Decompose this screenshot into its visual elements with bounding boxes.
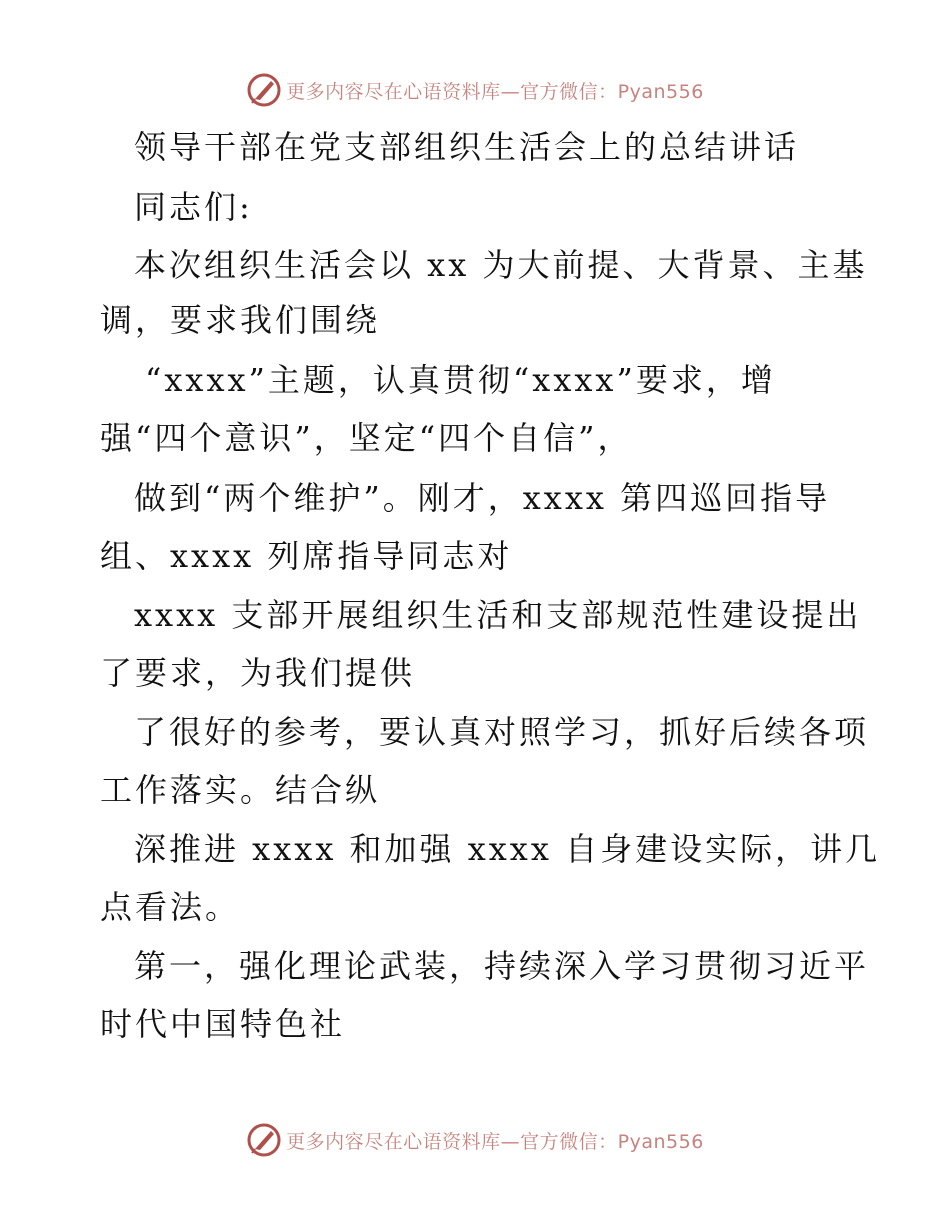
body-line: 调，要求我们围绕 xyxy=(100,301,381,339)
body-line: xxxx 支部开展组织生活和支部规范性建设提出 xyxy=(134,596,862,634)
body-line: 做到“两个维护”。刚才，xxxx 第四巡回指导 xyxy=(134,479,831,517)
document-title: 领导干部在党支部组织生活会上的总结讲话 xyxy=(134,128,800,166)
salutation: 同志们: xyxy=(134,188,253,226)
quill-logo-icon xyxy=(246,1122,282,1158)
body-line: 了要求，为我们提供 xyxy=(100,654,416,692)
body-line: 点看法。 xyxy=(100,888,241,926)
watermark-text: 更多内容尽在心语资料库—官方微信：Pyan556 xyxy=(286,1130,704,1153)
body-line: 组、xxxx 列席指导同志对 xyxy=(100,537,513,575)
footer-watermark xyxy=(0,1120,950,1160)
body-line: 本次组织生活会以 xx 为大前提、大背景、主基 xyxy=(134,246,868,284)
body-line: 时代中国特色社 xyxy=(100,1005,346,1043)
body-line: 深推进 xxxx 和加强 xxxx 自身建设实际，讲几 xyxy=(134,830,881,868)
body-line: 第一，强化理论武装，持续深入学习贯彻习近平 xyxy=(134,947,870,985)
watermark-text: 更多内容尽在心语资料库—官方微信：Pyan556 xyxy=(286,80,704,103)
quill-logo-icon xyxy=(246,72,282,108)
body-line: 强“四个意识”，坚定“四个自信”， xyxy=(100,419,633,457)
body-line: 了很好的参考，要认真对照学习，抓好后续各项 xyxy=(134,713,870,751)
body-line: “xxxx”主题，认真贯彻“xxxx”要求，增 xyxy=(145,361,776,399)
body-line: 工作落实。结合纵 xyxy=(100,771,381,809)
header-watermark xyxy=(0,70,950,110)
